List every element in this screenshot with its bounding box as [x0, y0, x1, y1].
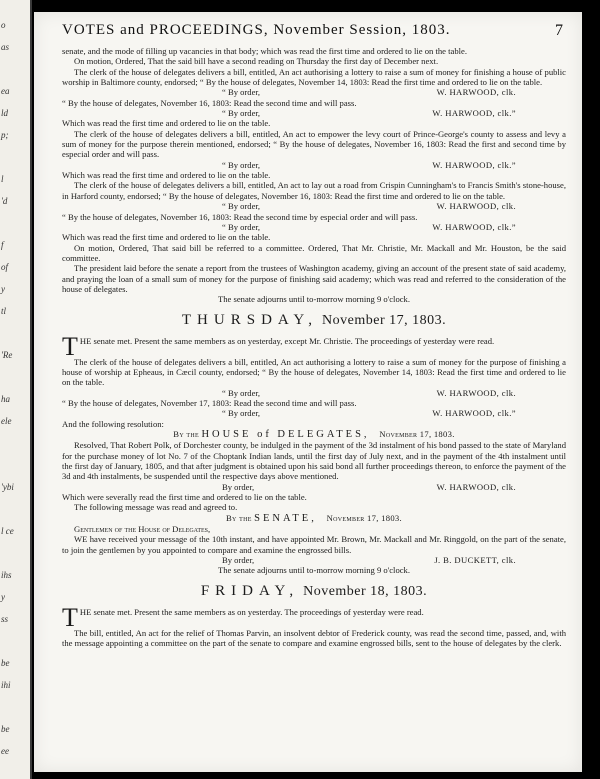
margin-fragment: of	[1, 262, 9, 272]
margin-fragment: ld	[1, 108, 9, 118]
paragraph: The clerk of the house of delegates delivers a bill, entitled, An act to empower the levy court of Prince-George's county to assess and levy a sum of money for the purpose therein mentioned, endorsed; “ By the house of delegates, November 16, 1803: Read the first and second time by especial order and will pass.	[62, 128, 566, 160]
by-order: “ By order,	[222, 221, 261, 232]
heading-by: By the	[226, 512, 252, 523]
heading-date: November 17, 1803.	[326, 512, 402, 523]
signature-line	[62, 108, 566, 118]
endorsement: “ By the house of delegates, November 16, 1803: Read the second time and will pass.	[62, 97, 357, 108]
margin-fragment: ihs	[1, 570, 12, 580]
by-order: “ By order,	[222, 408, 261, 419]
clerk-name: W. HARWOOD, clk.”	[432, 159, 516, 170]
paragraph: The bill, entitled, An act for the relief of Thomas Parvin, an insolvent debtor of Frederick county, was read the second time, passed, and, with the message appointing a committee on the part of the senate to compare and examine engrossed bills, sent to the house of delegates by the clerk.	[62, 627, 566, 649]
by-order: By order,	[222, 481, 255, 492]
day-date: November 17, 1803.	[322, 312, 447, 328]
day-name: FRIDAY,	[200, 582, 300, 599]
message-text: WE have received your message of the 10th instant, and have appointed Mr. Brown, Mr. Mackall and Mr. Ringgold, on the part of the senate, to join the gentlemen by you appointed to compare and examine the engrossed bills.	[62, 534, 566, 555]
by-order: “ By order,	[222, 159, 261, 170]
margin-fragment: l ce	[1, 526, 14, 536]
clerk-name: W. HARWOOD, clk.”	[432, 108, 516, 119]
margin-fragment: ele	[1, 416, 12, 426]
margin-fragment: 'd	[1, 196, 8, 206]
day-heading-friday	[62, 582, 566, 601]
margin-fragment: 'Re	[1, 350, 13, 360]
day-name: THURSDAY,	[181, 311, 319, 328]
paragraph	[62, 331, 566, 361]
margin-fragment: y	[1, 592, 5, 602]
opening-text: HE senate met. Present the same members as on yesterday, except Mr. Christie. The proceedings of yesterday were read.	[79, 335, 495, 346]
resolution-text: Resolved, That Robert Polk, of Dorchester county, be indulged in the payment of the 3d instalment of his bond passed to the state of Maryland for the purchase money of lot No. 7 of the Choptank Indian lands, until the first day of July next, and in the payment of the 4th instalment until the first day of January, 1805, and that after judgment is obtained upon his said bond all further proceedings thereon, to enforce the payment of the 3d and 4th instalments, be suspended until the respective days above mentioned.	[62, 440, 566, 482]
clerk-name: J. B. DUCKETT, clk.	[434, 555, 516, 566]
adjacent-page-margin	[0, 0, 32, 779]
signature-line	[62, 482, 566, 492]
paragraph: Which was read the first time and ordered to lie on the table.	[62, 170, 271, 181]
clerk-name: W. HARWOOD, clk.	[436, 387, 516, 398]
senate-heading	[62, 513, 566, 524]
clerk-name: W. HARWOOD, clk.”	[432, 221, 516, 232]
page-number: 7	[555, 22, 564, 39]
day-date: November 18, 1803.	[303, 583, 428, 599]
margin-fragment: o	[1, 20, 6, 30]
house-heading	[62, 429, 566, 440]
signature-line	[62, 408, 566, 418]
document-page	[34, 12, 582, 772]
adjournment-notice: The senate adjourns until to-morrow morning 9 o'clock.	[218, 294, 410, 305]
paragraph: The clerk of the house of delegates delivers a bill, entitled, An act authorising a lottery to raise a sum of money for finishing a house of public worship in Baltimore county, endorsed; “ By the house of delegates, November 14, 1803: Read the first time and ordered to lie on the table.	[62, 66, 566, 88]
by-order: “ By order,	[222, 87, 261, 98]
heading-date: November 17, 1803.	[379, 429, 455, 439]
paragraph: Which was read the first time and ordered to lie on the table.	[62, 232, 271, 243]
by-order: “ By order,	[222, 387, 261, 398]
margin-fragment: ss	[1, 614, 9, 624]
margin-fragment: tl	[1, 306, 7, 316]
paragraph: The following message was read and agreed to.	[74, 502, 238, 513]
by-order: “ By order,	[222, 108, 261, 119]
margin-fragment: f	[1, 240, 4, 250]
margin-fragment: p;	[1, 130, 9, 140]
paragraph	[62, 602, 566, 632]
margin-fragment: ha	[1, 394, 10, 404]
heading-by: By the	[173, 429, 199, 439]
margin-fragment: y	[1, 284, 5, 294]
salutation: Gentlemen of the House of Delegates,	[74, 524, 211, 535]
clerk-name: W. HARWOOD, clk.	[436, 201, 516, 212]
margin-fragment: ihi	[1, 680, 11, 690]
paragraph: The clerk of the house of delegates delivers a bill, entitled, An act to lay out a road from Crispin Cunningham's to Francis Smith's stone-house, in Harford county, endorsed; “ By the house of delegates, November 16, 1803: Read the first time and ordered to lie on the table.	[62, 180, 566, 201]
signature-line	[62, 87, 566, 97]
paragraph: Which was read the first time and ordered to lie on the table.	[62, 118, 271, 129]
heading-house: HOUSE of DELEGATES,	[201, 429, 370, 440]
margin-fragment: l	[1, 174, 4, 184]
margin-fragment: be	[1, 658, 10, 668]
clerk-name: W. HARWOOD, clk.	[436, 481, 516, 492]
running-header	[62, 22, 564, 42]
day-heading-thursday	[62, 311, 566, 330]
margin-fragment: ee	[1, 746, 9, 756]
signature-line	[62, 201, 566, 211]
page-body	[62, 46, 566, 649]
signature-line	[62, 555, 566, 565]
drop-cap: T	[62, 331, 78, 361]
adjournment-notice: The senate adjourns until to-morrow morning 9 o'clock.	[218, 565, 410, 576]
clerk-name: W. HARWOOD, clk.”	[432, 408, 516, 419]
margin-fragment: ea	[1, 86, 10, 96]
endorsement: “ By the house of delegates, November 16, 1803: Read the second time by especial order and will pass.	[62, 211, 418, 222]
running-title: VOTES and PROCEEDINGS, November Session, 1803.	[62, 22, 451, 38]
paragraph: Which were severally read the first time and ordered to lie on the table.	[62, 492, 307, 503]
paragraph: And the following resolution:	[62, 418, 164, 429]
opening-text: HE senate met. Present the same members as on yesterday. The proceedings of yesterday were read.	[79, 606, 424, 617]
heading-senate: SENATE,	[254, 512, 317, 524]
signature-line	[62, 388, 566, 398]
paragraph: On motion, Ordered, That the said bill have a second reading on Thursday the first day of December next.	[74, 56, 439, 67]
signature-line	[62, 160, 566, 170]
by-order: By order,	[222, 555, 255, 566]
paragraph: senate, and the mode of filling up vacancies in that body; which was read the first time and ordered to lie on the table.	[62, 46, 467, 56]
signature-line	[62, 222, 566, 232]
margin-fragment: be	[1, 724, 10, 734]
margin-fragment: 'ybi	[1, 482, 14, 492]
paragraph: On motion, Ordered, That said bill be referred to a committee. Ordered, That Mr. Christie, Mr. Mackall and Mr. Houston, be the said committee.	[62, 242, 566, 263]
paragraph: The clerk of the house of delegates delivers a bill, entitled, An act authorising a lottery to raise a sum of money for the purpose of finishing a house of worship at Epheaus, in Cæcil county, endorsed; “ By the house of delegates, November 14, 1803: Read the first time and ordered to lie on the table.	[62, 356, 566, 388]
margin-fragment: as	[1, 42, 10, 52]
by-order: “ By order,	[222, 201, 261, 212]
endorsement: “ By the house of delegates, November 17, 1803: Read the second time and will pass.	[62, 397, 357, 408]
drop-cap: T	[62, 602, 78, 632]
clerk-name: W. HARWOOD, clk.	[436, 87, 516, 98]
paragraph: The president laid before the senate a report from the trustees of Washington academy, giving an account of the present state of said academy, and praying the loan of a small sum of money for the purpose of finishing said academy; which was read and referred to the consideration of the house of delegates.	[62, 263, 566, 294]
